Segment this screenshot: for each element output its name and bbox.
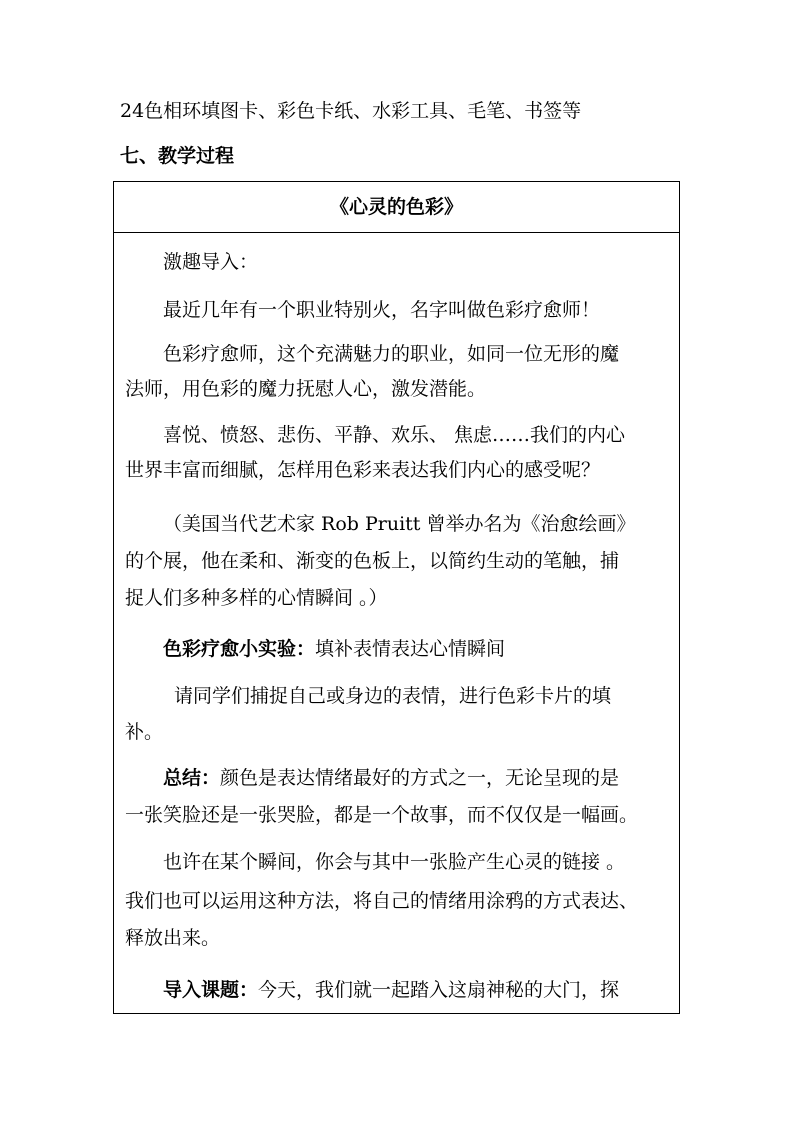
section-heading: 七、教学过程: [120, 145, 235, 167]
experiment-label: 色彩疗愈小实验：: [163, 638, 316, 660]
summary-text-1: 颜色是表达情绪最好的方式之一，无论呈现的是: [220, 767, 620, 789]
paragraph-5-line-1: 请同学们捕捉自己或身边的表情，进行色彩卡片的填: [174, 685, 612, 707]
lesson-title: 《心灵的色彩》: [329, 196, 463, 218]
intro-label: 激趣导入：: [163, 251, 259, 273]
summary-label: 总结：: [163, 767, 221, 789]
paragraph-3-line-2: 世界丰富而细腻，怎样用色彩来表达我们内心的感受呢？: [125, 459, 601, 481]
paragraph-6-line-3: 释放出来。: [125, 927, 221, 949]
experiment-line: [163, 637, 505, 661]
paragraph-4-line-3: 捉人们多种多样的心情瞬间 。）: [125, 587, 388, 609]
paragraph-5-line-2: 补。: [125, 721, 164, 743]
topic-text: 今天，我们就一起踏入这扇神秘的大门，探: [258, 979, 620, 1001]
materials-line: 24色相环填图卡、彩色卡纸、水彩工具、毛笔、书签等: [120, 100, 582, 122]
paragraph-6-line-1: 也许在某个瞬间，你会与其中一张脸产生心灵的链接 。: [163, 851, 626, 873]
summary-line-1: [163, 766, 619, 790]
summary-line-2: 一张笑脸还是一张哭脸，都是一个故事，而不仅仅是一幅画。: [125, 804, 639, 826]
title-divider: [114, 232, 679, 233]
paragraph-3-line-1: 喜悦、愤怒、悲伤、平静、欢乐、 焦虑……我们的内心: [163, 424, 626, 446]
experiment-text: 填补表情表达心情瞬间: [315, 638, 506, 660]
topic-line: [163, 978, 619, 1002]
paragraph-1: 最近几年有一个职业特别火，名字叫做色彩疗愈师！: [163, 299, 601, 321]
paragraph-6-line-2: 我们也可以运用这种方法，将自己的情绪用涂鸦的方式表达、: [125, 890, 639, 912]
topic-label: 导入课题：: [163, 979, 259, 1001]
paragraph-2-line-2: 法师，用色彩的魔力抚慰人心，激发潜能。: [125, 378, 487, 400]
paragraph-2-line-1: 色彩疗愈师，这个充满魅力的职业，如同一位无形的魔: [163, 343, 620, 365]
paragraph-4-line-2: 的个展，他在柔和、渐变的色板上，以简约生动的笔触，捕: [125, 550, 620, 572]
paragraph-4-line-1: （美国当代艺术家 Rob Pruitt 曾举办名为《治愈绘画》: [163, 513, 636, 535]
lesson-table: [113, 181, 680, 1014]
